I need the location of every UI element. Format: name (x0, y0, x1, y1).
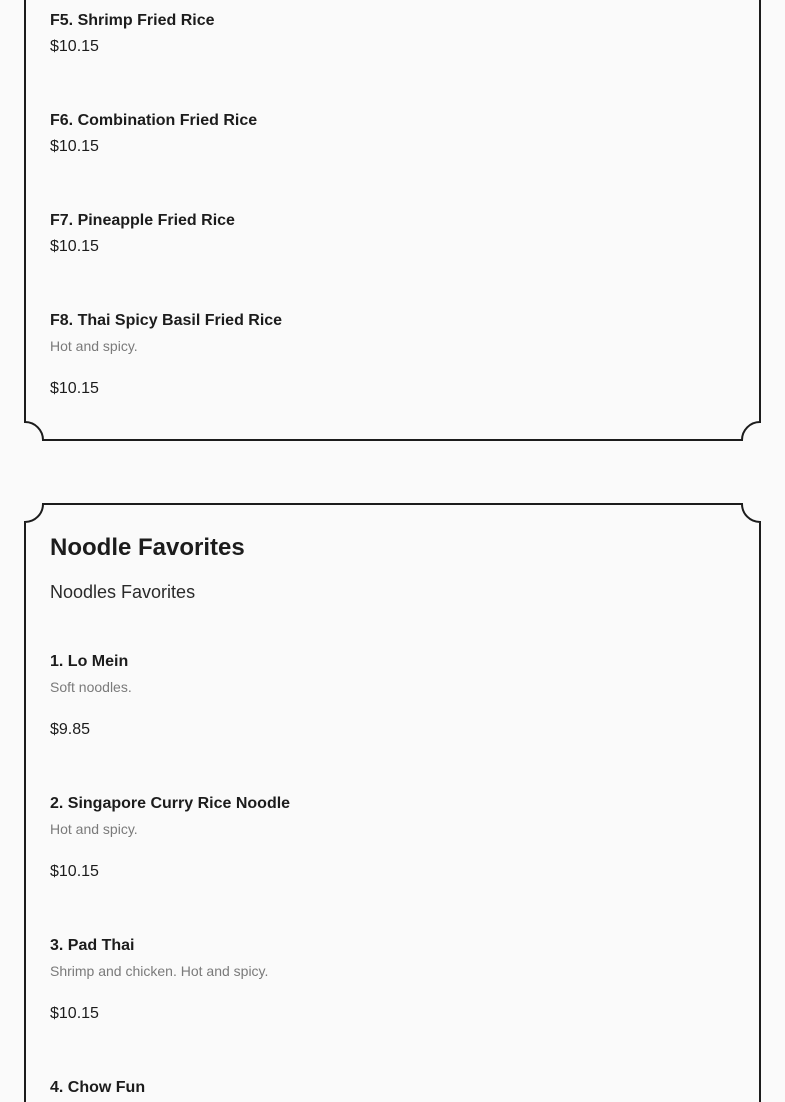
menu-item-price: $9.85 (50, 721, 91, 738)
menu-item[interactable] (50, 11, 730, 55)
menu-item[interactable] (50, 794, 730, 880)
menu-item-description: Soft noodles. (50, 679, 132, 695)
menu-item-description: Shrimp and chicken. Hot and spicy. (50, 963, 269, 979)
menu-item-name: 3. Pad Thai (50, 937, 135, 954)
menu-item[interactable] (50, 111, 730, 155)
menu-item[interactable] (50, 1078, 730, 1098)
noodle-favorites-section-card (0, 504, 785, 1102)
menu-item-description: Hot and spicy. (50, 821, 138, 837)
menu-item-price: $10.15 (50, 1005, 99, 1022)
menu-item-name: F8. Thai Spicy Basil Fried Rice (50, 312, 283, 329)
menu-item-price: $10.15 (50, 38, 99, 55)
menu-item-price: $10.15 (50, 380, 99, 397)
menu-item[interactable] (50, 936, 730, 1022)
menu-item-name: 4. Chow Fun (50, 1079, 146, 1096)
menu-item-name: 1. Lo Mein (50, 653, 129, 670)
menu-item-price: $10.15 (50, 863, 99, 880)
section-subtitle: Noodles Favorites (50, 582, 196, 602)
menu-item[interactable] (50, 211, 730, 255)
fried-rice-section-card (0, 0, 785, 440)
menu-item[interactable] (50, 652, 730, 738)
menu-item-name: 2. Singapore Curry Rice Noodle (50, 795, 291, 812)
menu-item-name: F7. Pineapple Fried Rice (50, 212, 235, 229)
menu-item-price: $10.15 (50, 138, 99, 155)
menu-item-description: Hot and spicy. (50, 338, 138, 354)
menu-item-name: F6. Combination Fried Rice (50, 112, 258, 129)
section-title: Noodle Favorites (50, 534, 245, 561)
menu-item-name: F5. Shrimp Fried Rice (50, 12, 215, 29)
menu-item[interactable] (50, 311, 730, 397)
menu-item-price: $10.15 (50, 238, 99, 255)
